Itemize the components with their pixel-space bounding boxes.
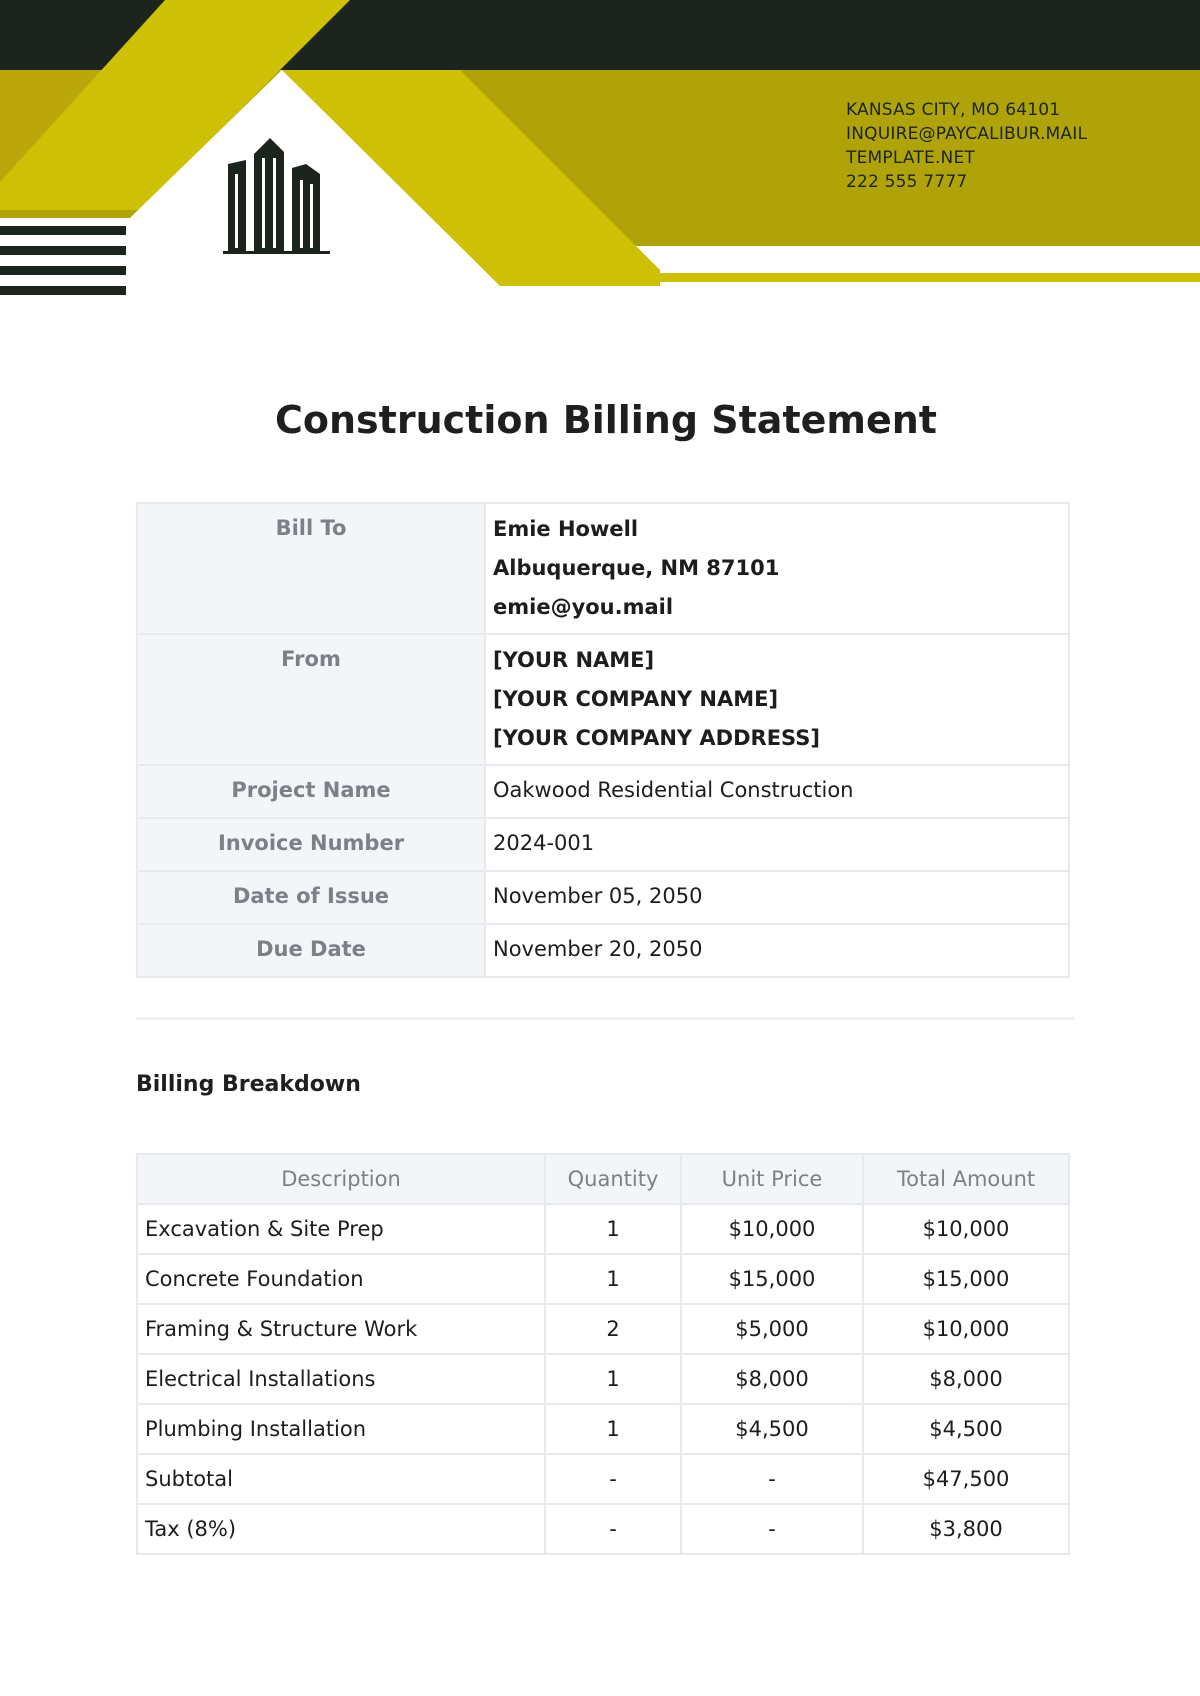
- issue-date-label: Date of Issue: [137, 871, 485, 924]
- table-row: [137, 1254, 1069, 1304]
- cell-quantity: -: [545, 1504, 681, 1554]
- cell-total-amount: $3,800: [863, 1504, 1069, 1554]
- cell-unit-price: $10,000: [681, 1204, 863, 1254]
- info-row-project: [137, 765, 1069, 818]
- billing-breakdown-table: [136, 1153, 1070, 1555]
- cell-unit-price: $4,500: [681, 1404, 863, 1454]
- cell-quantity: 1: [545, 1254, 681, 1304]
- billing-breakdown-heading: Billing Breakdown: [136, 1072, 361, 1097]
- cell-description: Electrical Installations: [137, 1354, 545, 1404]
- cell-unit-price: $5,000: [681, 1304, 863, 1354]
- billing-header-row: [137, 1154, 1069, 1204]
- header-total-amount: Total Amount: [863, 1154, 1069, 1204]
- cell-total-amount: $8,000: [863, 1354, 1069, 1404]
- cell-quantity: 2: [545, 1304, 681, 1354]
- bill-to-value: [485, 503, 1069, 634]
- contact-email: INQUIRE@PAYCALIBUR.MAIL: [846, 124, 1088, 144]
- cell-description: Tax (8%): [137, 1504, 545, 1554]
- due-date-value: November 20, 2050: [485, 924, 1069, 977]
- cell-total-amount: $4,500: [863, 1404, 1069, 1454]
- bill-to-address: Albuquerque, NM 87101: [493, 556, 780, 580]
- cell-description: Concrete Foundation: [137, 1254, 545, 1304]
- invoice-number-value: 2024-001: [485, 818, 1069, 871]
- subtotal-row: [137, 1454, 1069, 1504]
- cell-total-amount: $10,000: [863, 1304, 1069, 1354]
- bill-to-label: Bill To: [137, 503, 485, 634]
- due-date-label: Due Date: [137, 924, 485, 977]
- from-address: [YOUR COMPANY ADDRESS]: [493, 726, 820, 750]
- from-label: From: [137, 634, 485, 765]
- table-row: [137, 1204, 1069, 1254]
- statement-info-table: [136, 502, 1070, 978]
- from-name: [YOUR NAME]: [493, 648, 655, 672]
- buildings-icon: [220, 134, 332, 254]
- info-row-bill-to: [137, 503, 1069, 634]
- contact-address: KANSAS CITY, MO 64101: [846, 100, 1061, 120]
- info-row-from: [137, 634, 1069, 765]
- table-row: [137, 1404, 1069, 1454]
- cell-total-amount: $47,500: [863, 1454, 1069, 1504]
- project-name-label: Project Name: [137, 765, 485, 818]
- page-title: Construction Billing Statement: [275, 398, 937, 442]
- cell-total-amount: $10,000: [863, 1204, 1069, 1254]
- cell-total-amount: $15,000: [863, 1254, 1069, 1304]
- info-row-due-date: [137, 924, 1069, 977]
- cell-description: Framing & Structure Work: [137, 1304, 545, 1354]
- cell-quantity: 1: [545, 1404, 681, 1454]
- issue-date-value: November 05, 2050: [485, 871, 1069, 924]
- header-quantity: Quantity: [545, 1154, 681, 1204]
- bill-to-name: Emie Howell: [493, 517, 639, 541]
- header-description: Description: [137, 1154, 545, 1204]
- table-row: [137, 1354, 1069, 1404]
- project-name-value: Oakwood Residential Construction: [485, 765, 1069, 818]
- tax-row: [137, 1504, 1069, 1554]
- cell-unit-price: -: [681, 1454, 863, 1504]
- cell-description: Excavation & Site Prep: [137, 1204, 545, 1254]
- invoice-number-label: Invoice Number: [137, 818, 485, 871]
- section-divider: [136, 1017, 1074, 1020]
- cell-quantity: 1: [545, 1204, 681, 1254]
- cell-description: Subtotal: [137, 1454, 545, 1504]
- cell-description: Plumbing Installation: [137, 1404, 545, 1454]
- cell-quantity: -: [545, 1454, 681, 1504]
- bill-to-email: emie@you.mail: [493, 595, 674, 619]
- from-company: [YOUR COMPANY NAME]: [493, 687, 779, 711]
- info-row-invoice: [137, 818, 1069, 871]
- table-row: [137, 1304, 1069, 1354]
- contact-website: TEMPLATE.NET: [846, 148, 975, 168]
- header-unit-price: Unit Price: [681, 1154, 863, 1204]
- cell-quantity: 1: [545, 1354, 681, 1404]
- contact-phone: 222 555 7777: [846, 172, 968, 192]
- cell-unit-price: $15,000: [681, 1254, 863, 1304]
- company-contact: [846, 98, 1087, 194]
- cell-unit-price: $8,000: [681, 1354, 863, 1404]
- cell-unit-price: -: [681, 1504, 863, 1554]
- from-value: [485, 634, 1069, 765]
- info-row-issue-date: [137, 871, 1069, 924]
